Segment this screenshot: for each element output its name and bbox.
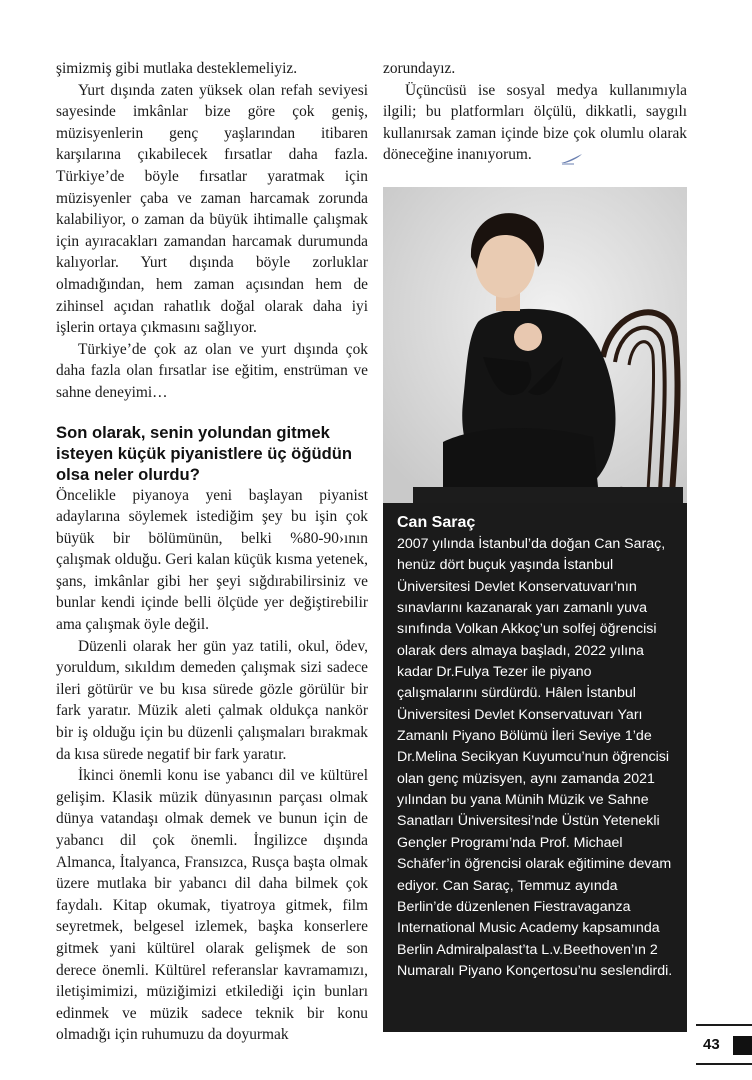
portrait-photo xyxy=(383,187,687,509)
bio-box xyxy=(383,503,687,1032)
right-column xyxy=(383,58,687,166)
paragraph: şimizmiş gibi mutlaka desteklemeliyiz. xyxy=(56,60,298,77)
page-rule xyxy=(696,1024,752,1026)
paragraph: Türkiye’de çok az olan ve yurt dışında çok daha fazla olan fırsatlar ise eğitim, enstrüman ve sahne deneyimi… xyxy=(56,340,368,401)
paragraph: İkinci önemli konu ise yabancı dil ve kültürel gelişim. Klasik müzik dünyasının parçası olmak dünya vatandaşı olmak demek ve bunun için de yabancı dil çok önemli. İngilizce dışında Almanca, İtalyanca, Fransızca, Rusça başta olmak üzere mutlaka bir yabancı dil daha bilmek çok faydalı. Kitap okumak, tiyatroya gitmek, film seyretmek, belgesel izlemek, başka konserlere gitmek yani kültürel olarak gelişmek de son derece önemli. Kültürel referanslar kavramamızı, iletişimimizi, müziğimizi etkilediği için bunları edinmek ve müzik sadece teknik bir konu olmadığı için ruhumuzu da doyurmak xyxy=(56,767,368,1044)
page-rule xyxy=(696,1063,752,1065)
paragraph: Düzenli olarak her gün yaz tatili, okul, ödev, yoruldum, sıkıldım demeden çalışmak sizi sadece ileri götürür ve bu kısa sürede gözle görülür bir fark yaratır. Müzik aleti çalmak oldukça nankör bir iş olduğu için bu düzenli çalışmaları bırakmak da kısa sürede negatif bir fark yaratır. xyxy=(56,637,368,763)
page-number: 43 xyxy=(703,1036,720,1053)
bio-text: 2007 yılında İstanbul’da doğan Can Saraç, henüz dört buçuk yaşında İstanbul Üniversitesi Devlet Konservatuvarı’nın sınavlarını kazanarak yarı zamanlı yuva sınıfında Volkan Akkoç’un solfej öğrencisi olarak ders almaya başladı, 2022 yılına kadar Dr.Fulya Tezer ile piyano çalışmalarını sürdürdü. Hâlen İstanbul Üniversitesi Devlet Konservatuvarı Yarı Zamanlı Piyano Bölümü İleri Seviye 1’de Dr.Melina Secikyan Kuyumcu’nun öğrencisi olan genç müzisyen, aynı zamanda 2021 yılından bu yana Münih Müzik ve Sahne Sanatları Üniversitesi’nde Üstün Yetenekli Gençler Programı’nda Prof. Michael Schäfer’in öğrencisi olarak eğitimine devam ediyor. Can Saraç, Temmuz ayında Berlin’de düzenlenen Fiestravaganza International Music Academy kapsamında Berlin Admiralpalast’ta L.v.Beethoven’ın 2 Numaralı Piyano Konçertosu’nu seslendirdi. xyxy=(397,536,673,979)
paragraph xyxy=(383,80,687,166)
paragraph: Öncelikle piyanoya yeni başlayan piyanist adaylarına söylemek istediğim şey bu işin çok büyük bir bölümünün, belki %80-90›ının çalışmak olduğu. Geri kalan küçük kısma yetenek, şans, imkânlar gibi her şeyi sığdırabilirsiniz ve bunlar kendi içinde belli ölçüde yer değiştirebilir ama çalışmak öyle değil. xyxy=(56,486,368,634)
page-marker xyxy=(733,1036,752,1055)
paragraph: Yurt dışında zaten yüksek olan refah seviyesi sayesinde imkânlar bize göre çok geniş, müzisyenlerin genç yaşlarından itibaren karşılarına çıkabilecek fırsatlar daha fazla. Türkiye’de böyle fırsatlar yaratmak için müzisyenler çaba ve zaman harcamak zorunda kalabiliyor, o zaman da büyük ihtimalle çalışmak için ayıracakları zamandan harcamak durumunda kalıyorlar. Yurt dışında böyle zorluklar olmadığından, hem zaman açısından hem de zihinsel açıdan rahatlık doğal olarak daha iyi işlerin ortaya çıkmasını sağlıyor. xyxy=(56,81,368,337)
interview-question: Son olarak, senin yolundan gitmek isteyen küçük piyanistlere üç öğüdün olsa neler olurdu? xyxy=(56,422,352,484)
left-column xyxy=(56,58,368,1046)
paragraph-text: Üçüncüsü ise sosyal medya kullanımıyla ilgili; bu platformları ölçülü, dikkatli, saygılı kullanırsak zaman içinde bize çok olumlu olarak döneceğine inanıyorum. xyxy=(383,81,687,164)
quill-icon xyxy=(538,150,562,162)
bio-name: Can Saraç xyxy=(397,514,476,531)
paragraph: zorundayız. xyxy=(383,60,456,77)
